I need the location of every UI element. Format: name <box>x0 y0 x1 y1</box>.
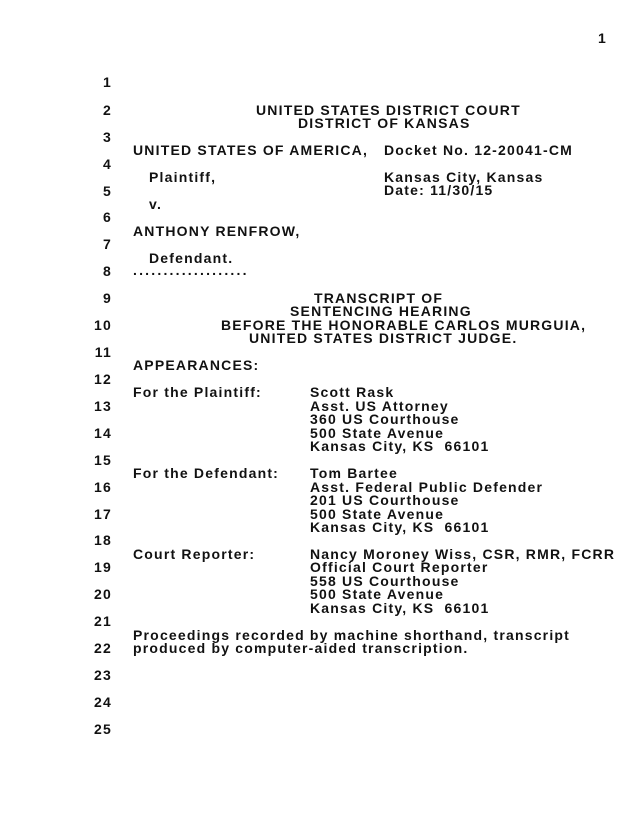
defendant-counsel-line: Tom Bartee <box>310 465 398 481</box>
defendant-counsel-line: Asst. Federal Public Defender <box>310 479 544 495</box>
title-line-4: UNITED STATES DISTRICT JUDGE. <box>249 330 518 346</box>
line-number: 9 <box>103 290 112 306</box>
line-number: 18 <box>94 532 112 548</box>
line-number: 7 <box>103 236 112 252</box>
versus: v. <box>149 196 163 212</box>
line-number: 24 <box>94 694 112 710</box>
plaintiff-name: UNITED STATES OF AMERICA, <box>133 142 369 158</box>
plaintiff-counsel-line: Asst. US Attorney <box>310 398 449 414</box>
title-line-2: SENTENCING HEARING <box>290 303 472 319</box>
line-number: 21 <box>94 613 112 629</box>
court-district: DISTRICT OF KANSAS <box>298 115 471 131</box>
defendant-counsel-label: For the Defendant: <box>133 465 280 481</box>
line-number: 20 <box>94 586 112 602</box>
title-line-1: TRANSCRIPT OF <box>314 290 444 306</box>
defendant-role: Defendant. <box>149 250 234 266</box>
court-reporter-line: Kansas City, KS 66101 <box>310 600 490 616</box>
line-number: 6 <box>103 209 112 225</box>
line-number: 23 <box>94 667 112 683</box>
plaintiff-role: Plaintiff, <box>149 169 217 185</box>
line-number: 22 <box>94 640 112 656</box>
line-number: 4 <box>103 156 112 172</box>
defendant-counsel-line: 201 US Courthouse <box>310 492 460 508</box>
line-number: 25 <box>94 721 112 737</box>
defendant-name: ANTHONY RENFROW, <box>133 223 301 239</box>
proceedings-line-1: Proceedings recorded by machine shorthand, transcript <box>133 627 571 643</box>
defendant-counsel-line: Kansas City, KS 66101 <box>310 519 490 535</box>
court-reporter-line: 558 US Courthouse <box>310 573 460 589</box>
line-number: 16 <box>94 479 112 495</box>
line-number: 19 <box>94 559 112 575</box>
court-reporter-line: 500 State Avenue <box>310 586 445 602</box>
proceedings-line-2: produced by computer-aided transcription. <box>133 640 469 656</box>
plaintiff-counsel-line: Scott Rask <box>310 384 395 400</box>
defendant-counsel-line: 500 State Avenue <box>310 506 445 522</box>
title-line-3: BEFORE THE HONORABLE CARLOS MURGUIA, <box>221 317 587 333</box>
page-number: 1 <box>598 30 607 46</box>
line-number: 3 <box>103 129 112 145</box>
line-number: 10 <box>94 317 112 333</box>
court-name: UNITED STATES DISTRICT COURT <box>256 102 521 118</box>
appearances-heading: APPEARANCES: <box>133 357 260 373</box>
plaintiff-counsel-line: Kansas City, KS 66101 <box>310 438 490 454</box>
caption-divider: ................... <box>133 262 249 278</box>
line-number: 8 <box>103 263 112 279</box>
hearing-location: Kansas City, Kansas <box>384 169 544 185</box>
docket-number: Docket No. 12-20041-CM <box>384 142 574 158</box>
hearing-date: Date: 11/30/15 <box>384 182 494 198</box>
plaintiff-counsel-line: 500 State Avenue <box>310 425 445 441</box>
line-number: 15 <box>94 452 112 468</box>
court-reporter-label: Court Reporter: <box>133 546 256 562</box>
plaintiff-counsel-label: For the Plaintiff: <box>133 384 262 400</box>
line-number: 5 <box>103 183 112 199</box>
line-number: 1 <box>103 74 112 90</box>
plaintiff-counsel-line: 360 US Courthouse <box>310 411 460 427</box>
line-number: 14 <box>94 425 112 441</box>
line-number: 11 <box>94 344 112 360</box>
line-number: 12 <box>94 371 112 387</box>
line-number: 13 <box>94 398 112 414</box>
line-number: 17 <box>94 506 112 522</box>
line-number: 2 <box>103 102 112 118</box>
court-reporter-line: Official Court Reporter <box>310 559 489 575</box>
court-reporter-line: Nancy Moroney Wiss, CSR, RMR, FCRR <box>310 546 616 562</box>
